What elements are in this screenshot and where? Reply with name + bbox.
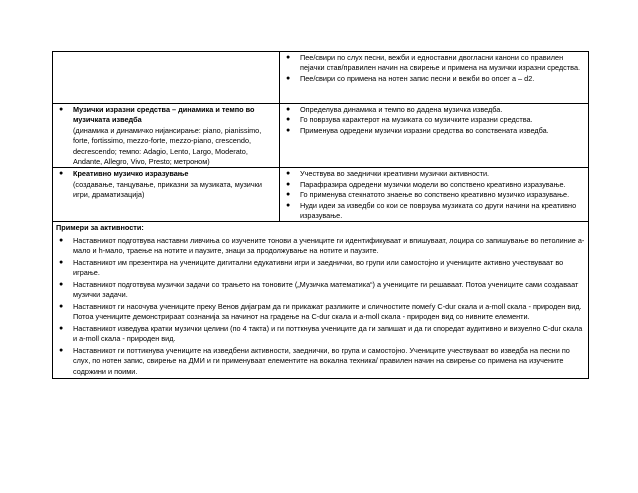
outcomes-cell — [280, 104, 589, 168]
content-cell — [53, 168, 280, 222]
list-item: ● Наставникот подготвува музички задачи со трањето на тоновите („Музичка математика“) а учениците ги решаваат. Потоа учениците сами создаваат музички задачи. — [59, 279, 579, 300]
list-item: ● Определува динамика и темпо во дадена музичка изведба. — [286, 105, 503, 114]
table-row — [53, 52, 589, 104]
bullet-icon: ● — [286, 201, 291, 209]
list-item — [56, 169, 276, 200]
list-item: ● Пее/свири по слух песни, вежби и едноставни двогласни канони со правилен пејачки став/правилен начин на свирење и примена на музички изразни средства. — [286, 53, 581, 73]
list-item: ● Пее/свири со примена на нотен запис песни и вежби во опсег а – d2. — [286, 73, 535, 83]
bullet-icon: ● — [286, 106, 291, 113]
outcomes-cell — [280, 52, 589, 104]
bullet-icon: ● — [286, 180, 291, 188]
activities-cell — [53, 222, 589, 379]
bullet-icon: ● — [286, 54, 291, 61]
list-item: ● Наставникот ги поттикнува учениците на изведбени активности, заеднички, во група и самостојно. Учениците учествуваат во изведба на песни по слух, по нотен запис, свирење на ДМИ и ги применуваат елементите на вокална техника/ правилен начин на свирење со примена на изучените содржини и поими. — [59, 345, 570, 376]
outcomes-list — [283, 169, 585, 221]
content-cell — [53, 104, 280, 168]
list-item: ● Нуди идеи за изведби со кои се поврзува музиката со други начини на креативно изразување. — [286, 200, 577, 221]
activities-heading: Примери за активности: — [56, 223, 144, 233]
list-item: ● Наставникот подготвува наставни ливчиња со изучените тонови а учениците ги идентификуваат и впишуваат, лоцира со запишување во петолиние а-мало и h-мало, траење на нотите и паузите, знаци за продолжување на нотите и паузите. — [59, 235, 585, 256]
bullet-icon: ● — [59, 280, 64, 288]
table-row — [53, 104, 589, 168]
table-row — [53, 222, 589, 379]
content-description: (динамика и динамичко нијансирање: piano, pianissimo, forte, fortissimo, mezzo-forte, mezzo-piano, crescendo, decrescendo; темпо: Adagio, Lento, Largo, Moderato, Andante, Allegro, Vivo, Presto; метроном) — [73, 125, 262, 167]
outcomes-list — [283, 53, 585, 84]
content-title: Креативно музичко изразување — [73, 169, 189, 179]
bullet-icon: ● — [59, 324, 64, 332]
bullet-icon: ● — [59, 346, 64, 354]
list-item — [56, 105, 276, 167]
content-description: (создавање, танцување, приказни за музиката, музички игри, драматизација) — [73, 179, 262, 200]
bullet-icon: ● — [59, 106, 64, 113]
content-cell-empty — [53, 52, 280, 104]
list-item: ● Го применува стекнатото знаење во сопствено креативно музичко изразување. — [286, 190, 570, 200]
list-item: ● Наставникот изведува кратки музички целини (по 4 такта) и ги потткнува учениците да ги запишат и да ги споредат аудитивно и визуелно C-dur скала и а-moll скала - природен вид. — [59, 323, 583, 344]
list-item: ● Парафразира одредени музички модели во сопствено креативно изразување. — [286, 179, 566, 189]
activities-list — [56, 236, 585, 378]
list-item: ● Учествува во заеднички креативни музички активности. — [286, 169, 490, 179]
bullet-icon: ● — [59, 302, 64, 310]
curriculum-table — [52, 51, 589, 379]
table-row — [53, 168, 589, 222]
bullet-icon: ● — [286, 126, 291, 134]
outcomes-cell — [280, 168, 589, 222]
list-item: ● Наставникот ги насочува учениците преку Венов дијаграм да ги прикажат разликите и сличностите помеѓу C-dur скала и а-moll скала - природен вид. Потоа учениците демонстрираат сознанија за начинот на градење на C-dur скала и а-moll скала - природен вид со нивните елементи. — [59, 301, 582, 322]
bullet-icon: ● — [59, 236, 64, 244]
list-item: ● Применува одредени музички изразни средства во сопствената изведба. — [286, 125, 549, 135]
bullet-icon: ● — [286, 74, 291, 82]
content-title: Музички изразни средства – динамика и темпо во музичката изведба — [73, 105, 255, 125]
bullet-icon: ● — [286, 116, 291, 124]
bullet-icon: ● — [59, 170, 64, 178]
list-item: ● Го поврзува карактерот на музиката со музичките изразни средства. — [286, 115, 533, 125]
bullet-icon: ● — [59, 258, 64, 266]
list-item: ● Наставникот им презентира на учениците дигитални едукативни игри и заеднички, во групи или самостојно и учениците активно учествуваат во играње. — [59, 257, 564, 278]
bullet-icon: ● — [286, 191, 291, 199]
bullet-icon: ● — [286, 170, 291, 178]
outcomes-list — [283, 105, 585, 136]
